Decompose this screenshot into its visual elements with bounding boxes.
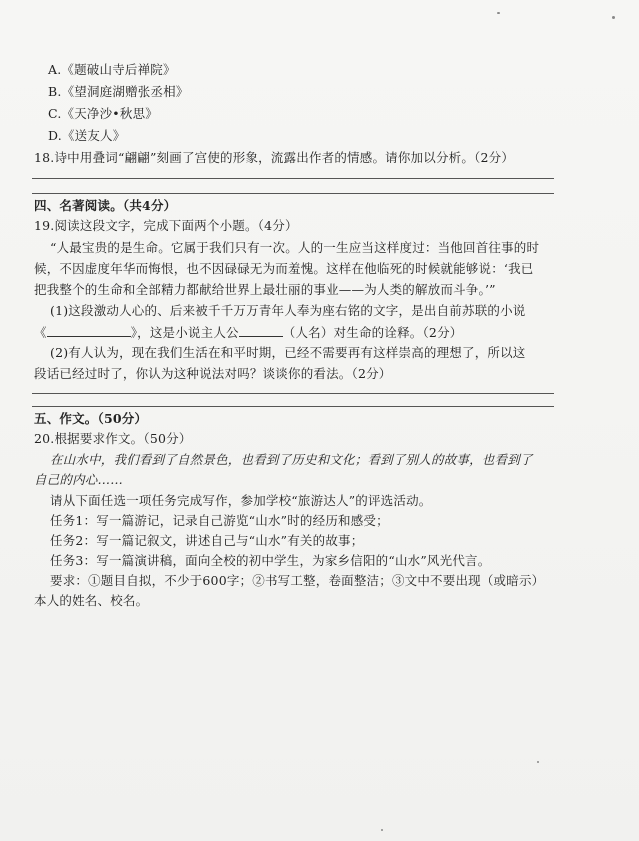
question-18: 18.诗中用叠词“翩翩”刻画了宫使的形象，流露出作者的情感。请你加以分析。（2分） bbox=[34, 150, 515, 165]
question-19-intro: 19.阅读这段文字，完成下面两个小题。（4分） bbox=[34, 218, 298, 233]
requirements: 本人的姓名、校名。 bbox=[34, 593, 149, 608]
answer-line bbox=[32, 393, 554, 394]
option-b: B.《望洞庭湖赠张丞相》 bbox=[48, 84, 189, 99]
section-4-title: 四、名著阅读。（共4分） bbox=[34, 198, 177, 213]
option-a: A.《题破山寺后禅院》 bbox=[48, 62, 176, 77]
scan-speck bbox=[537, 761, 539, 763]
writing-prompt: 在山水中，我们看到了自然景色，也看到了历史和文化；看到了别人的故事，也看到了 bbox=[50, 452, 533, 467]
passage-line: 候，不因虚度年华而悔恨，也不因碌碌无为而羞愧。这样在他临死的时候就能够说：‘我已 bbox=[34, 261, 534, 276]
writing-instruction: 请从下面任选一项任务完成写作，参加学校“旅游达人”的评选活动。 bbox=[50, 493, 432, 508]
scan-speck bbox=[612, 16, 615, 19]
passage-line: 把我整个的生命和全部精力都献给世界上最壮丽的事业——为人类的解放而斗争。’” bbox=[34, 282, 496, 297]
question-20: 20.根据要求作文。（50分） bbox=[34, 431, 192, 446]
option-d: D.《送友人》 bbox=[48, 128, 126, 143]
answer-line bbox=[32, 178, 554, 179]
question-19-2: (2)有人认为，现在我们生活在和平时期，已经不需要再有这样崇高的理想了，所以这 bbox=[50, 345, 526, 360]
requirements: 要求：①题目自拟，不少于600字；②书写工整，卷面整洁；③文中不要出现（或暗示） bbox=[50, 573, 545, 588]
task-3: 任务3：写一篇演讲稿，面向全校的初中学生，为家乡信阳的“山水”风光代言。 bbox=[50, 553, 491, 568]
scan-speck bbox=[497, 12, 500, 14]
task-2: 任务2：写一篇记叙文，讲述自己与“山水”有关的故事； bbox=[50, 533, 364, 548]
novel-title-blank[interactable] bbox=[47, 324, 131, 337]
answer-line bbox=[32, 193, 554, 194]
question-19-1-blanks: 《 》，这是小说主人公 （人名）对生命的诠释。（2分） bbox=[34, 325, 463, 340]
passage-line: “人最宝贵的是生命。它属于我们只有一次。人的一生应当这样度过：当他回首往事的时 bbox=[50, 240, 540, 255]
question-19-2: 段话已经过时了，你认为这种说法对吗？谈谈你的看法。（2分） bbox=[34, 366, 392, 381]
answer-line bbox=[32, 406, 554, 407]
question-19-1: (1)这段激动人心的、后来被千千万万青年人奉为座右铭的文字，是出自前苏联的小说 bbox=[50, 303, 526, 318]
section-5-title: 五、作文。（50分） bbox=[34, 411, 148, 426]
writing-prompt: 自己的内心…… bbox=[34, 472, 123, 487]
scan-speck bbox=[381, 829, 383, 831]
option-c: C.《天净沙•秋思》 bbox=[48, 106, 158, 121]
character-name-blank[interactable] bbox=[239, 324, 283, 337]
task-1: 任务1：写一篇游记，记录自己游览“山水”时的经历和感受； bbox=[50, 513, 389, 528]
